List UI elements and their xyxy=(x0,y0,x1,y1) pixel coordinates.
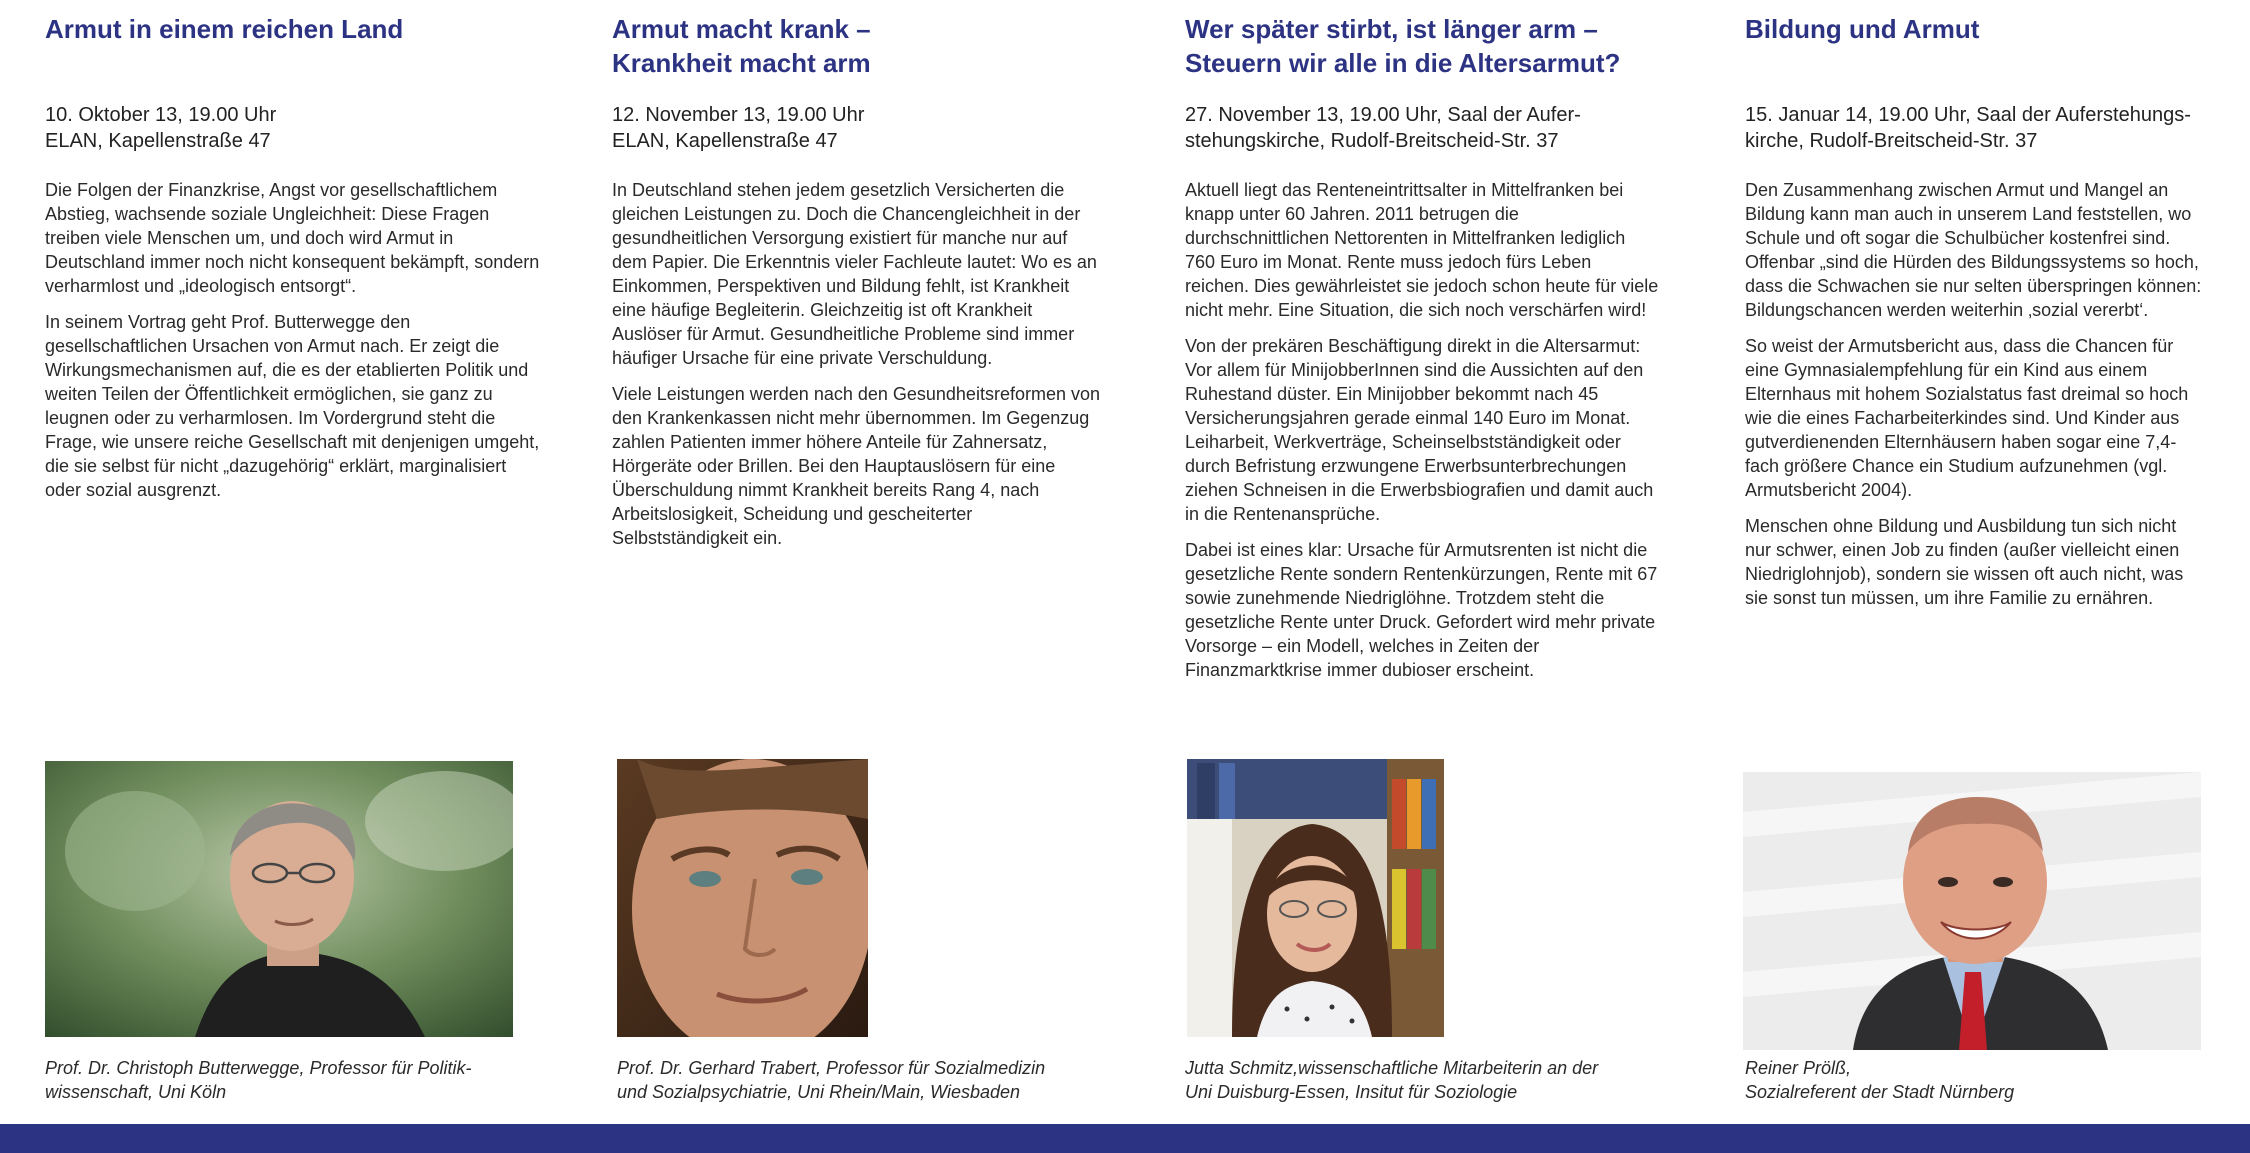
event-title: Armut macht krank – Krankheit macht arm xyxy=(612,14,871,78)
event-description xyxy=(1745,178,2207,610)
event-paragraph: Von der prekären Beschäftigung direkt in die Altersarmut: Vor allem für MinijobberInnen sind die Aussichten auf den Ruhestand düster. Ein Minijobber bekommt nach 45 Versicherungsjahren gerade einmal 140 Euro im Monat. Leiharbeit, Werkverträge, Scheinselbstständigkeit oder durch Befristung erzwungene Erwerbsunterbrechungen ziehen Schneisen in die Erwerbsbiografien und damit auch in die Rentenansprüche. xyxy=(1185,336,1654,524)
speaker-photo-proelss xyxy=(1743,772,2201,1050)
speaker-photo-trabert xyxy=(617,759,868,1037)
event-date-location: 27. November 13, 19.00 Uhr, Saal der Aufer- stehungskirche, Rudolf-Breitscheid-Str. 37 xyxy=(1185,104,1581,152)
footer-band xyxy=(0,1124,2250,1153)
event-paragraph: Den Zusammenhang zwischen Armut und Mangel an Bildung kann man auch in unserem Land feststellen, wo Schule und oft sogar die Schulbücher kostenfrei sind. Offenbar „sind die Hürden des Bildungssystems so hoch, dass die Schwachen sie nur selten überspringen können: Bildungschancen werden weiterhin ‚sozial vererbt‘. xyxy=(1745,180,2202,320)
photo-caption: Reiner Prölß, Sozialreferent der Stadt Nürnberg xyxy=(1745,1058,2015,1102)
event-date-location: 10. Oktober 13, 19.00 Uhr ELAN, Kapellenstraße 47 xyxy=(45,104,277,152)
event-description xyxy=(612,178,1104,550)
event-description xyxy=(45,178,540,502)
event-column-4 xyxy=(1745,12,2207,622)
event-paragraph: Die Folgen der Finanzkrise, Angst vor gesellschaftlichem Abstieg, wachsende soziale Ungleichheit: Diese Fragen treiben viele Menschen um, und doch wird Armut in Deutschland immer noch nicht konsequent bekämpft, sondern verharmlost und „ideologisch entsorgt“. xyxy=(45,180,540,296)
event-column-3 xyxy=(1185,12,1660,694)
event-date-location: 12. November 13, 19.00 Uhr ELAN, Kapellenstraße 47 xyxy=(612,104,865,152)
photo-caption: Prof. Dr. Gerhard Trabert, Professor für Sozialmedizin und Sozialpsychiatrie, Uni Rhein/Main, Wiesbaden xyxy=(617,1058,1046,1102)
speaker-photo-schmitz xyxy=(1187,759,1444,1037)
event-date-location: 15. Januar 14, 19.00 Uhr, Saal der Auferstehungs- kirche, Rudolf-Breitscheid-Str. 37 xyxy=(1745,104,2191,152)
event-paragraph: In Deutschland stehen jedem gesetzlich Versicherten die gleichen Leistungen zu. Doch die Chancengleichheit in der gesundheitlichen Versorgung existiert für manche nur auf dem Papier. Die Erkenntnis vieler Fachleute lautet: Wo es an Einkommen, Perspektiven und Bildung fehlt, ist Krankheit eine häufige Begleiterin. Gleichzeitig ist oft Krankheit Auslöser für Armut. Gesundheitliche Probleme sind immer häufiger Ursache für eine private Verschuldung. xyxy=(612,180,1097,368)
photo-caption: Jutta Schmitz,wissenschaftliche Mitarbeiterin an der Uni Duisburg-Essen, Insitut für Soziologie xyxy=(1185,1058,1599,1102)
event-title: Bildung und Armut xyxy=(1745,14,1980,44)
event-paragraph: Dabei ist eines klar: Ursache für Armutsrenten ist nicht die gesetzliche Rente sondern Rentenkürzungen, Rente mit 67 sowie zunehmende Niedriglöhne. Trotzdem steht die gesetzliche Rente unter Druck. Gefordert wird mehr private Vorsorge – ein Modell, welches in Zeiten der Finanzmarktkrise immer dubioser erscheint. xyxy=(1185,540,1658,680)
event-column-1 xyxy=(45,12,540,514)
event-paragraph: Viele Leistungen werden nach den Gesundheitsreformen von den Krankenkassen nicht mehr übernommen. Im Gegenzug zahlen Patienten immer höhere Anteile für Zahnersatz, Hörgeräte oder Brillen. Bei den Hauptauslösern für eine Überschuldung nimmt Krankheit bereits Rang 4, nach Arbeitslosigkeit, Scheidung und gescheiterter Selbstständigkeit ein. xyxy=(612,384,1100,548)
event-title: Armut in einem reichen Land xyxy=(45,14,404,44)
event-paragraph: Aktuell liegt das Renteneintrittsalter in Mittelfranken bei knapp unter 60 Jahren. 2011 betrugen die durchschnittlichen Nettorenten in Mittelfranken lediglich 760 Euro im Monat. Rente muss jedoch fürs Leben reichen. Dies gewährleistet sie jedoch schon heute für viele nicht mehr. Eine Situation, die sich noch verschärfen wird! xyxy=(1185,180,1659,320)
event-paragraph: Menschen ohne Bildung und Ausbildung tun sich nicht nur schwer, einen Job zu finden (außer vielleicht einen Niedriglohnjob), sondern sie wissen oft auch nicht, was sie sonst tun müssen, um ihre Familie zu ernähren. xyxy=(1745,516,2184,608)
speaker-photo-butterwegge xyxy=(45,761,513,1037)
event-column-2 xyxy=(612,12,1104,562)
event-paragraph: So weist der Armutsbericht aus, dass die Chancen für eine Gymnasialempfehlung für ein Kind aus einem Elternhaus mit hohem Sozialstatus fast dreimal so hoch wie die eines Facharbeiterkindes sind. Und Kinder aus gutverdienenden Elternhäusern haben sogar eine 7,4-fach größere Chance ein Studium aufzunehmen (vgl. Armutsbericht 2004). xyxy=(1745,336,2189,500)
event-title: Wer später stirbt, ist länger arm – Steuern wir alle in die Altersarmut? xyxy=(1185,14,1621,78)
event-description xyxy=(1185,178,1660,682)
event-paragraph: In seinem Vortrag geht Prof. Butterwegge den gesellschaftlichen Ursachen von Armut nach. Er zeigt die Wirkungsmechanismen auf, die es der etablierten Politik und weiten Teilen der Öffentlichkeit ermöglichen, sie ganz zu leugnen oder zu verharmlosen. Im Vordergrund steht die Frage, wie unsere reiche Gesellschaft mit denjenigen umgeht, die sie selbst für nicht „dazugehörig“ erklärt, marginalisiert oder sozial ausgrenzt. xyxy=(45,312,540,500)
photo-caption: Prof. Dr. Christoph Butterwegge, Professor für Politik- wissenschaft, Uni Köln xyxy=(45,1058,472,1102)
